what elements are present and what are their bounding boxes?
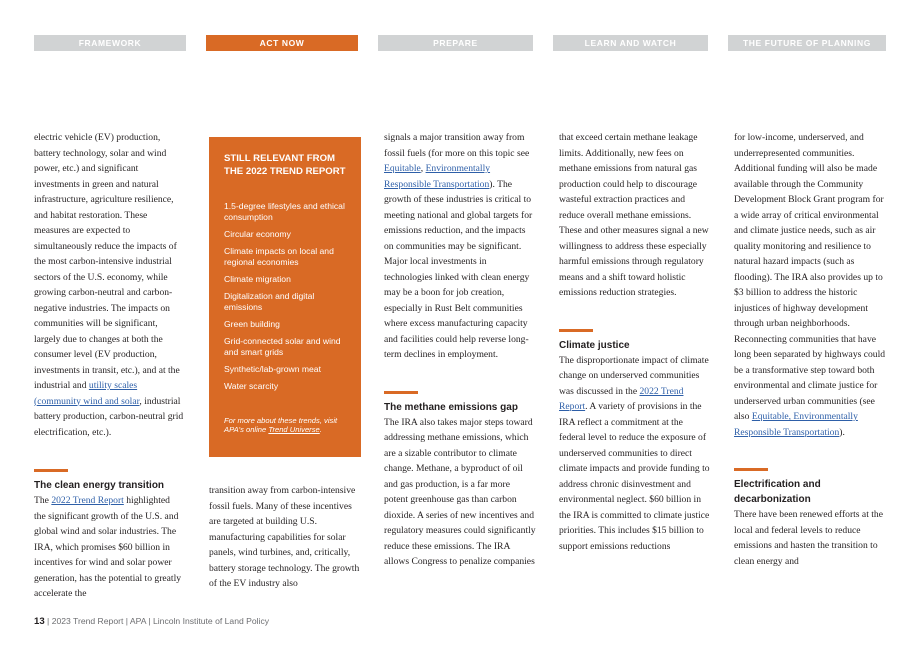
paragraph-text: The disproportionate impact of climate change on underserved communities was discussed in the [559,354,709,397]
trend-report-link[interactable]: 2022 Trend Report [559,385,684,412]
paragraph-text: . A variety of provisions in the IRA reflect a commitment at the federal level to reduce the exposure of underserved communities to direct climate impacts and provide funding to address chronic disinvestment and environmental neglect. $60 billion in the IRA is committed to climate justice priorities. This includes $15 billion to support emissions reductions [559,401,710,552]
paragraph [384,130,536,363]
heading-clean-energy: The clean energy transition [34,480,165,491]
page-footer [34,616,269,627]
heading-climate-justice: Climate justice [559,339,630,351]
list-item: Climate impacts on local and regional economies [224,246,334,267]
tab-framework[interactable]: FRAMEWORK [34,35,186,51]
paragraph [34,493,184,602]
paragraph-text: electric vehicle (EV) production, battery technology, solar and wind power, etc.) and significant investments in green and natural infrastructure, agriculture resilience, and habitat restoration. These measures are expected to simultaneously reduce the impacts of the most carbon-intensive industrial sectors of the U.S. economy, while growing carbon-neutral and carbon-negative industries. The impacts on communities will be significant, largely due to changes at both the consumer level (EV production, investments in transit, etc.), and at the industrial and [34,132,180,391]
sidebar-list [224,201,352,398]
paragraph-text: ). [839,426,845,438]
column-2 [209,483,361,592]
paragraph [34,130,184,440]
note-text: . [319,425,322,435]
list-item: Green building [224,319,280,329]
sidebar-note [224,416,352,435]
paragraph [559,353,711,555]
tab-future-of-planning[interactable]: THE FUTURE OF PLANNING [728,35,886,51]
trend-report-link[interactable]: 2022 Trend Report [51,495,124,506]
list-item: Grid-connected solar and wind and smart grids [224,336,341,357]
trend-universe-link[interactable]: Trend Universe [268,425,320,435]
paragraph: The IRA also takes major steps toward addressing methane emissions, which are a sizable contributor to climate change. Methane, a byproduct of oil and gas production, is a far more potent greenhouse gas than carbon dioxide. A series of new incentives and regulatory measures could significantly reduce these emissions. The IRA allows Congress to penalize companies [384,416,536,567]
paragraph-text: ). The growth of these industries is critical to meeting national and global targets for emissions reduction, and the impacts on communities may be significant. Major local investments in technologies linked with clean energy may be a boon for job creation, especially in Rust Belt communities where excess manufacturing capacity and facilities could help reverse long-term declines in employment. [384,178,533,360]
paragraph-text: signals a major transition away from fossil fuels (for more on this topic see [384,132,530,159]
heading-electrification: Electrification and decarbonization [734,479,821,505]
column-5 [734,130,886,569]
top-navigation [0,35,920,51]
paragraph [734,130,886,440]
list-item: Climate migration [224,274,291,284]
list-item: Circular economy [224,229,291,239]
section-rule [34,469,68,472]
column-1 [34,130,184,602]
tab-prepare[interactable]: PREPARE [378,35,533,51]
heading-methane: The methane emissions gap [384,401,518,413]
paragraph: that exceed certain methane leakage limits. Additionally, new fees on methane emissions from natural gas production could help to discourage wasteful extraction practices and reduce overall methane emissions. These and other measures signal a new willingness to address these especially harmful emissions through regulatory means and a shift toward holistic emissions reduction strategies. [559,132,709,298]
section-rule [384,391,418,394]
paragraph-text: highlighted the significant growth of the U.S. and global wind and solar industries. The IRA, which promises $60 billion in incentives for wind and solar power generation, has the potential to greatly accelerate the [34,495,182,599]
tab-learn-and-watch[interactable]: LEARN AND WATCH [553,35,708,51]
column-3 [384,130,536,570]
paragraph: transition away from carbon-intensive fossil fuels. Many of these incentives are targeted at building U.S. manufacturing capabilities for solar panels, wind turbines, and, critically, battery storage technology. The growth of the EV industry also [209,485,360,589]
note-text: For more about these trends, visit APA's online [224,416,338,435]
transportation-link[interactable]: Equitable, Environmentally Responsible Transportation [734,411,858,438]
paragraph: There have been renewed efforts at the local and federal levels to reduce emissions and hasten the transition to clean energy and [734,509,883,567]
tab-act-now[interactable]: ACT NOW [206,35,358,51]
paragraph-text: for low-income, underserved, and underrepresented communities. Additional funding will also be made available through the Community Development Block Grant program for a wide array of critical environmental and climate justice needs, such as air quality monitoring and resilience to natural hazard impacts (such as flooding). The IRA also provides up to $3 billion to address the historic injustices of highway development through urban neighborhoods. Reconnecting communities that have long been separated by highways could be a transformative step toward both environmental and climate justice for underserved urban communities (see also [734,132,886,422]
footer-separator: | [44,616,52,626]
equitable-link[interactable]: Equitable [384,163,421,174]
paragraph-text: , industrial battery production, carbon-neutral grid electrification, etc.). [34,395,184,438]
paragraph-text: The [34,495,52,506]
transportation-link[interactable]: Environmentally Responsible Transportation [384,163,491,190]
paragraph-text: , [420,163,426,174]
utility-scales-link[interactable]: utility scales (community wind and solar [34,380,140,407]
section-rule [734,468,768,471]
list-item: Synthetic/lab-grown meat [224,364,321,374]
still-relevant-sidebar [209,137,361,457]
page-number: 13 [34,616,45,627]
sidebar-title: STILL RELEVANT FROM THE 2022 TREND REPORT [224,153,346,177]
list-item: 1.5-degree lifestyles and ethical consumption [224,201,345,222]
list-item: Water scarcity [224,381,279,391]
footer-text: 2023 Trend Report | APA | Lincoln Institute of Land Policy [51,616,270,626]
list-item: Digitalization and digital emissions [224,291,315,312]
column-4 [559,130,711,554]
section-rule [559,329,593,332]
